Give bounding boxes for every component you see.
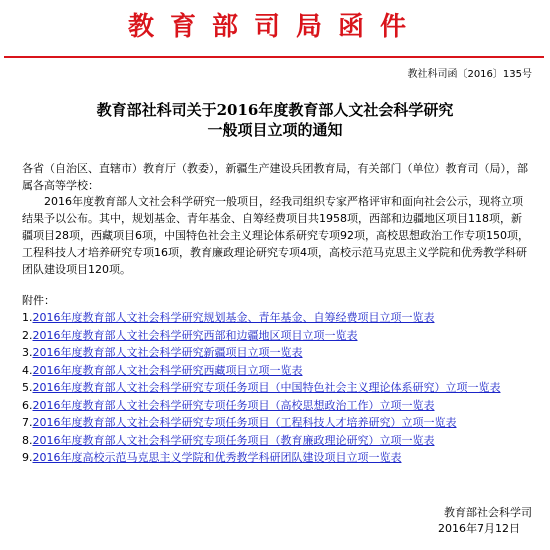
notice-title [0,100,550,140]
attachment-item [22,397,532,415]
attachment-item [22,432,532,450]
attachment-list [22,309,532,467]
attachment-number: 2. [22,328,33,342]
attachment-number: 4. [22,363,33,377]
document-number: 教社科司函〔2016〕135号 [407,69,532,80]
attachment-item [22,379,532,397]
attachment-link[interactable]: 2016年度教育部人文社会科学研究专项任务项目（工程科技人才培养研究）立项一览表 [32,416,457,429]
body-paragraph: 2016年度教育部人文社会科学研究一般项目，经我司组织专家严格评审和面向社会公示，现将立项结果予以公布。其中，规划基金、青年基金、自筹经费项目共1958项，西部和边疆地区项目118项，新疆项目28项，西藏项目6项，中国特色社会主义理论体系研究专项92项，高校思想政治工作专项150项，工程科技人才培养研究专项16项，教育廉政理论研究专项4项，高校示范马克思主义学院和优秀教学科研团队建设项目120项。 [22,195,529,276]
attachment-item [22,344,532,362]
notice-title-line-1: 教育部社科司关于2016年度教育部人文社会科学研究 [96,101,454,119]
attachment-number: 5. [22,381,33,394]
attachment-link[interactable]: 2016年度教育部人文社会科学研究专项任务项目（高校思想政治工作）立项一览表 [32,398,435,412]
letterhead-red-rule [4,56,544,58]
attachment-number: 6. [22,398,33,412]
signature-organization: 教育部社会科学司 [444,506,532,519]
attachment-item [22,449,532,467]
attachment-link[interactable]: 2016年度教育部人文社会科学研究西部和边疆地区项目立项一览表 [32,328,358,342]
attachment-link[interactable]: 2016年度教育部人文社会科学研究西藏项目立项一览表 [32,363,303,377]
attachment-link[interactable]: 2016年度教育部人文社会科学研究规划基金、青年基金、自筹经费项目立项一览表 [32,311,435,324]
attachment-link[interactable]: 2016年度高校示范马克思主义学院和优秀教学科研团队建设项目立项一览表 [32,451,402,464]
attachment-item [22,362,532,380]
addressee: 各省（自治区、直辖市）教育厅（教委），新疆生产建设兵团教育局，有关部门（单位）教育司（局），部属各高等学校： [22,162,528,192]
attachment-link[interactable]: 2016年度教育部人文社会科学研究专项任务项目（中国特色社会主义理论体系研究）立项一览表 [32,381,501,394]
attachment-item [22,327,532,345]
letterhead-title: 教育部司局函件 [127,12,422,42]
attachment-number: 3. [22,346,33,359]
signature-date: 2016年7月12日 [438,522,520,535]
attachment-link[interactable]: 2016年度教育部人文社会科学研究新疆项目立项一览表 [32,346,303,359]
attachments-label: 附件： [22,294,55,307]
attachment-link[interactable]: 2016年度教育部人文社会科学研究专项任务项目（教育廉政理论研究）立项一览表 [32,433,435,447]
attachment-item [22,309,532,327]
attachment-number: 7. [22,416,33,429]
attachment-number: 1. [22,311,33,324]
attachment-number: 9. [22,451,33,464]
attachment-item [22,414,532,432]
attachment-number: 8. [22,433,33,447]
notice-title-line-2: 一般项目立项的通知 [207,121,343,139]
